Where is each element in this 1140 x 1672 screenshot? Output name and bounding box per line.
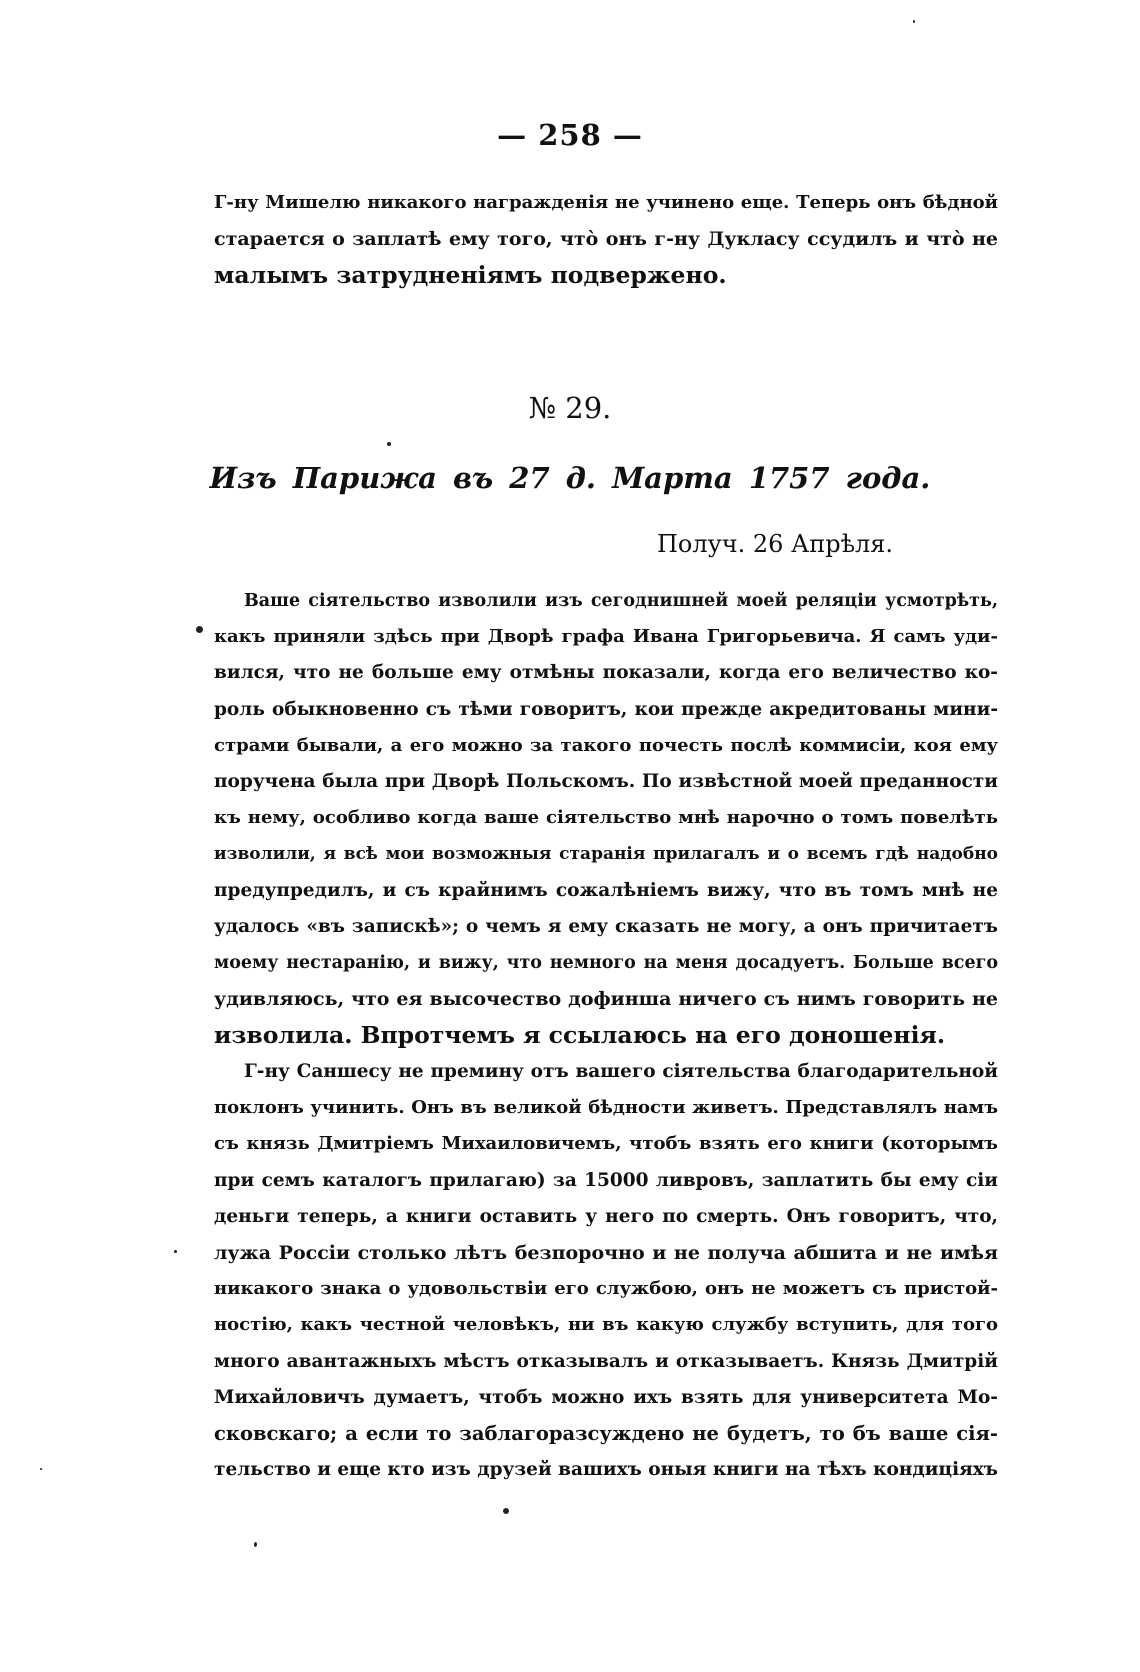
text-line: при семъ каталогъ прилагаю) за 15000 ливровъ, заплатить бы ему сіи (214, 1169, 998, 1191)
text-line: Михайловичъ думаетъ, чтобъ можно ихъ взять для университета Мо- (214, 1386, 998, 1408)
text-line: страми бывали, а его можно за такого почесть послѣ коммисіи, коя ему (214, 734, 998, 756)
text-line: много авантажныхъ мѣстъ отказывалъ и отказываетъ. Князь Дмитрій (214, 1350, 998, 1372)
text-line: удалось «въ запискѣ»; о чемъ я ему сказать не могу, а онъ причитаетъ (214, 915, 998, 937)
text-line: моему нестаранію, и вижу, что немного на меня досадуетъ. Больше всего (214, 953, 998, 974)
page-number: — 258 — (497, 118, 643, 152)
text-line: удивляюсь, что ея высочество дофинша ничего съ нимъ говорить не (214, 988, 998, 1011)
text-line: лужа Россіи столько лѣтъ безпорочно и не получа абшита и не имѣя (214, 1242, 998, 1265)
paragraph-2 (214, 1054, 998, 1488)
text-line: малымъ затрудненіямъ подвержено. (214, 261, 727, 290)
text-line: сковскаго; а если то заблагоразсуждено не будетъ, то бъ ваше сія- (214, 1422, 998, 1446)
intro-paragraph (214, 185, 998, 294)
scan-speck (503, 1508, 509, 1514)
text-line: изволили, я всѣ мои возможныя старанія прилагалъ и о всемъ гдѣ надобно (214, 844, 998, 865)
text-line: ностію, какъ честной человѣкъ, ни въ какую службу вступить, для того (214, 1314, 998, 1336)
scan-speck (40, 1468, 42, 1470)
text-line: къ нему, особливо когда ваше сіятельство мнѣ нарочно о томъ повелѣть (214, 807, 998, 829)
text-line: съ князь Дмитріемъ Михаиловичемъ, чтобъ взять его книги (которымъ (214, 1133, 998, 1155)
text-line: никакого знака о удовольствіи его службою, онъ не можетъ съ пристой- (214, 1278, 998, 1300)
received-note: Получ. 26 Апрѣля. (657, 530, 894, 558)
text-line: Ваше сіятельство изволили изъ сегоднишней моей реляціи усмотрѣть, (244, 591, 998, 611)
text-line: Г-ну Саншесу не премину отъ вашего сіятельства благодарительной (244, 1061, 998, 1082)
text-line: предупредилъ, и съ крайнимъ сожалѣніемъ вижу, что въ томъ мнѣ не (214, 879, 998, 901)
scan-speck (913, 20, 915, 23)
text-line: роль обыкновенно съ тѣми говоритъ, кои прежде акредитованы мини- (214, 698, 998, 720)
scan-speck (196, 626, 203, 633)
text-line: поручена была при Дворѣ Польскомъ. По извѣстной моей преданности (214, 771, 998, 793)
scan-speck (387, 442, 391, 446)
document-number: № 29. (528, 391, 612, 425)
text-line: поклонъ учинить. Онъ въ великой бѣдности живетъ. Представлялъ намъ (214, 1097, 998, 1119)
text-line: изволила. Впротчемъ я ссылаюсь на его доношенія. (214, 1021, 946, 1050)
text-line: какъ приняли здѣсь при Дворѣ графа Ивана Григорьевича. Я самъ уди- (214, 626, 998, 648)
text-line: тельство и еще кто изъ друзей вашихъ оныя книги на тѣхъ кондиціяхъ (214, 1459, 998, 1481)
document-heading: Изъ Парижа въ 27 д. Марта 1757 года. (209, 461, 931, 495)
text-line: старается о заплатѣ ему того, что̀ онъ г-ну Дукласу ссудилъ и что̀ не (214, 228, 998, 251)
text-line: Г-ну Мишелю никакого награжденія не учинено еще. Теперь онъ бѣдной (214, 192, 998, 213)
text-line: вился, что не больше ему отмѣны показали, когда его величество ко- (214, 662, 998, 684)
scan-speck (174, 1250, 177, 1253)
text-line: деньги теперь, а книги оставить у него по смерть. Онъ говоритъ, что, (214, 1205, 998, 1227)
paragraph-1 (214, 583, 998, 1054)
scan-speck (254, 1542, 257, 1547)
